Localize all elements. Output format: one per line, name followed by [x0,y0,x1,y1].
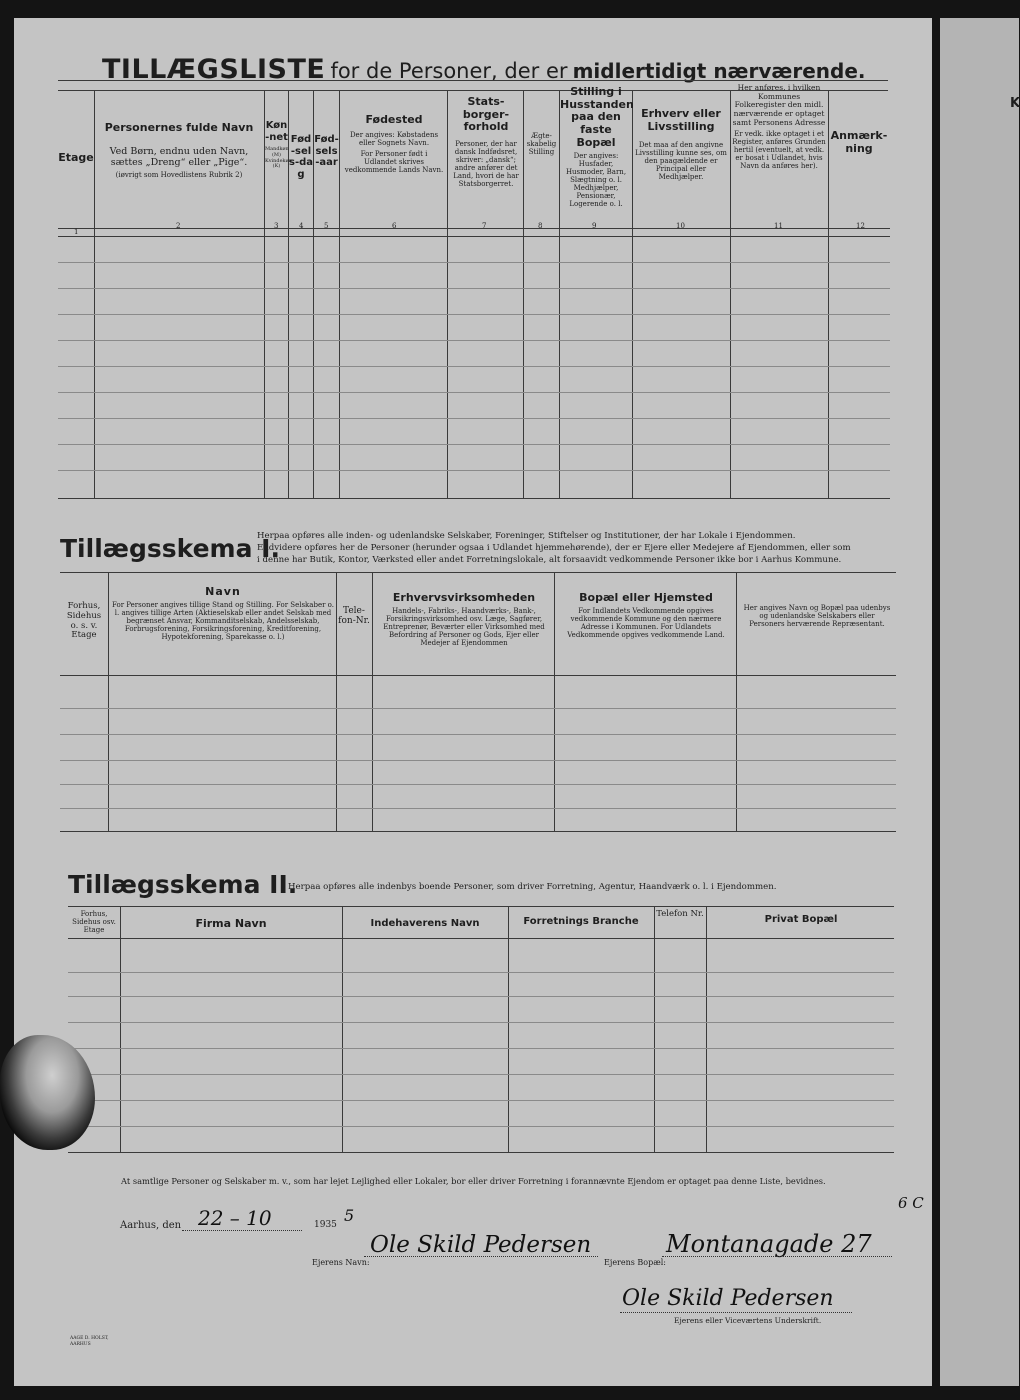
owner-address-handwritten: Montanagade 27 [666,1230,872,1258]
s2-col-etage: Forhus, Sidehus osv. Etage [72,910,116,935]
adjacent-page: K [940,18,1019,1386]
s1-col-bopael: Bopæl eller Hjemsted For Indlandets Vedkommende opgives vedkommende Kommune og den nærmere Adresse i Kommunen. For Udlandets Vedkommende opgives vedkommende Land. [567,591,725,639]
col-num-8: 8 [538,222,543,230]
place-label: Aarhus, den [120,1220,182,1231]
year-printed: 1935 [314,1220,337,1230]
col-marital: Ægte-skabelig Stilling [526,132,557,157]
signature: Ole Skild Pedersen [622,1286,834,1311]
skema1-intro [257,530,897,566]
s1-col-navn: Navn For Personer angives tillige Stand og Stilling. For Selskaber o. l. angives tillige Arten (Aktieselskab eller andet Selskab med begrænset Ansvar, Kommanditselskab, Andelsselskab, Forbrugsforening, Forsikringsforening, Kreditforening, Hypotekforening, Sparekasse o. l.) [112,585,334,641]
printer-mark: AAGE D. HOLST, AARHUS [70,1336,109,1347]
s1-col-etage: Forhus, Sidehus o. s. v. Etage [66,601,102,641]
col-occupation: Erhverv eller Livsstilling Det maa af den angivne Livsstilling kunne ses, om den paagældende er Principal eller Medhjælper. [635,107,727,182]
title-big: TILLÆGSLISTE [102,54,326,85]
col-num-12: 12 [856,222,865,230]
col-birthday: Fød-sels-dag [289,134,314,180]
col-etage: Etage [58,151,94,164]
year-handwritten: 5 [344,1206,355,1225]
col-register: Her anføres, i hvilken Kommunes Folkeregister den midl. nærværende er optaget samt Personens Adresse Er vedk. ikke optaget i et Register, anføres Grunden hertil (eventuelt, at vedk. er bosat i Udlandet, hvis Navn da anføres her). [732,83,826,171]
col-birthyear: Fød-sels-aar [314,134,339,168]
s2-col-firma: Firma Navn [195,917,267,930]
owner-address-label: Ejerens Bopæl: [604,1258,667,1267]
skema2-title: Tillægsskema II. [68,870,298,899]
corner-note: 6 C [898,1194,924,1212]
census-form-page [14,18,932,1386]
skema1-title: Tillægsskema I. [60,534,280,563]
col-sex: Køn-net Mandkøn (M) Kvindekøn (K) [265,120,292,170]
s1-col-telefon: Tele-fon-Nr. [338,606,370,627]
col-citizenship: Stats-borger-forhold Personer, der har dansk Indfødsret, skriver: „dansk“; andre anfører det Land, hvori de har Statsborgerret. [453,95,519,189]
col-num-11: 11 [774,222,783,230]
s2-col-indehaver: Indehaverens Navn [370,918,480,929]
s1-col-repr: Her angives Navn og Bopæl paa udenbys og udenlandske Selskabers eller Personers herværende Repræsentant. [743,604,891,629]
col-num-4: 4 [299,222,304,230]
col-num-10: 10 [676,222,685,230]
skema1-intro-line-3: i denne har Butik, Kontor, Værksted eller andet Forretningslokale, alt forsaavidt vedkommende Personer ikke bor i Aarhus Kommune. [257,555,842,565]
skema1-intro-line-2: Endvidere opføres her de Personer (herunder ogsaa i Udlandet hjemmehørende), der er Ejere eller Medejere af Ejendommen, eller som [257,543,851,553]
col-birthplace: Fødested Der angives: Købstadens eller Sognets Navn. For Personer født i Udlandet skrives vedkommende Lands Navn. [344,113,444,174]
certification-text: At samtlige Personer og Selskaber m. v., som har lejet Lejlighed eller Lokaler, bor eller driver Forretning i forannævnte Ejendom er optaget paa denne Liste, bevidnes. [121,1176,826,1186]
col-num-2: 2 [176,222,181,230]
owner-name-handwritten: Ole Skild Pedersen [370,1232,592,1258]
s2-col-bopael: Privat Bopæl [764,914,838,925]
col-remarks: Anmærk-ning [830,129,888,155]
col-num-6: 6 [392,222,397,230]
col-household: Stilling i Husstanden paa den faste Bopæl Der angives: Husfader, Husmoder, Barn, Slægtning o. l. Medhjælper, Pensionær, Logerende o. l. [560,85,634,209]
skema2-intro: Herpaa opføres alle indenbys boende Personer, som driver Forretning, Agentur, Haandværk o. l. i Ejendommen. [288,882,777,892]
date-handwritten: 22 – 10 [198,1206,272,1230]
s1-col-erhverv: Erhvervsvirksomheden Handels-, Fabriks-, Haandværks-, Bank-, Forsikringsvirksomhed osv. Læge, Sagfører, Entreprenør, Beværter eller Virksomhed med Befordring af Personer og Gods, Ejer eller Medejer af Ejendommen [383,591,545,647]
col-num-9: 9 [592,222,597,230]
col-num-7: 7 [482,222,487,230]
s2-col-telefon: Telefon Nr. [656,909,704,919]
col-num-1: 1 [74,228,79,236]
s2-col-branche: Forretnings Branche [523,916,639,927]
title-end: midlertidigt nærværende. [572,59,866,83]
owner-name-label: Ejerens Navn: [312,1258,370,1267]
col-num-3: 3 [274,222,279,230]
skema1-intro-line-1: Herpaa opføres alle inden- og udenlandske Selskaber, Foreninger, Stiftelser og Institutioner, der har Lokale i Ejendommen. [257,531,796,541]
col-num-5: 5 [324,222,329,230]
signature-label: Ejerens eller Viceværtens Underskrift. [674,1316,822,1325]
title-small: for de Personer, der er [330,59,568,83]
col-name: Personernes fulde Navn Ved Børn, endnu uden Navn, sættes „Dreng“ eller „Pige“. (iøvrigt som Hovedlistens Rubrik 2) [104,121,254,180]
